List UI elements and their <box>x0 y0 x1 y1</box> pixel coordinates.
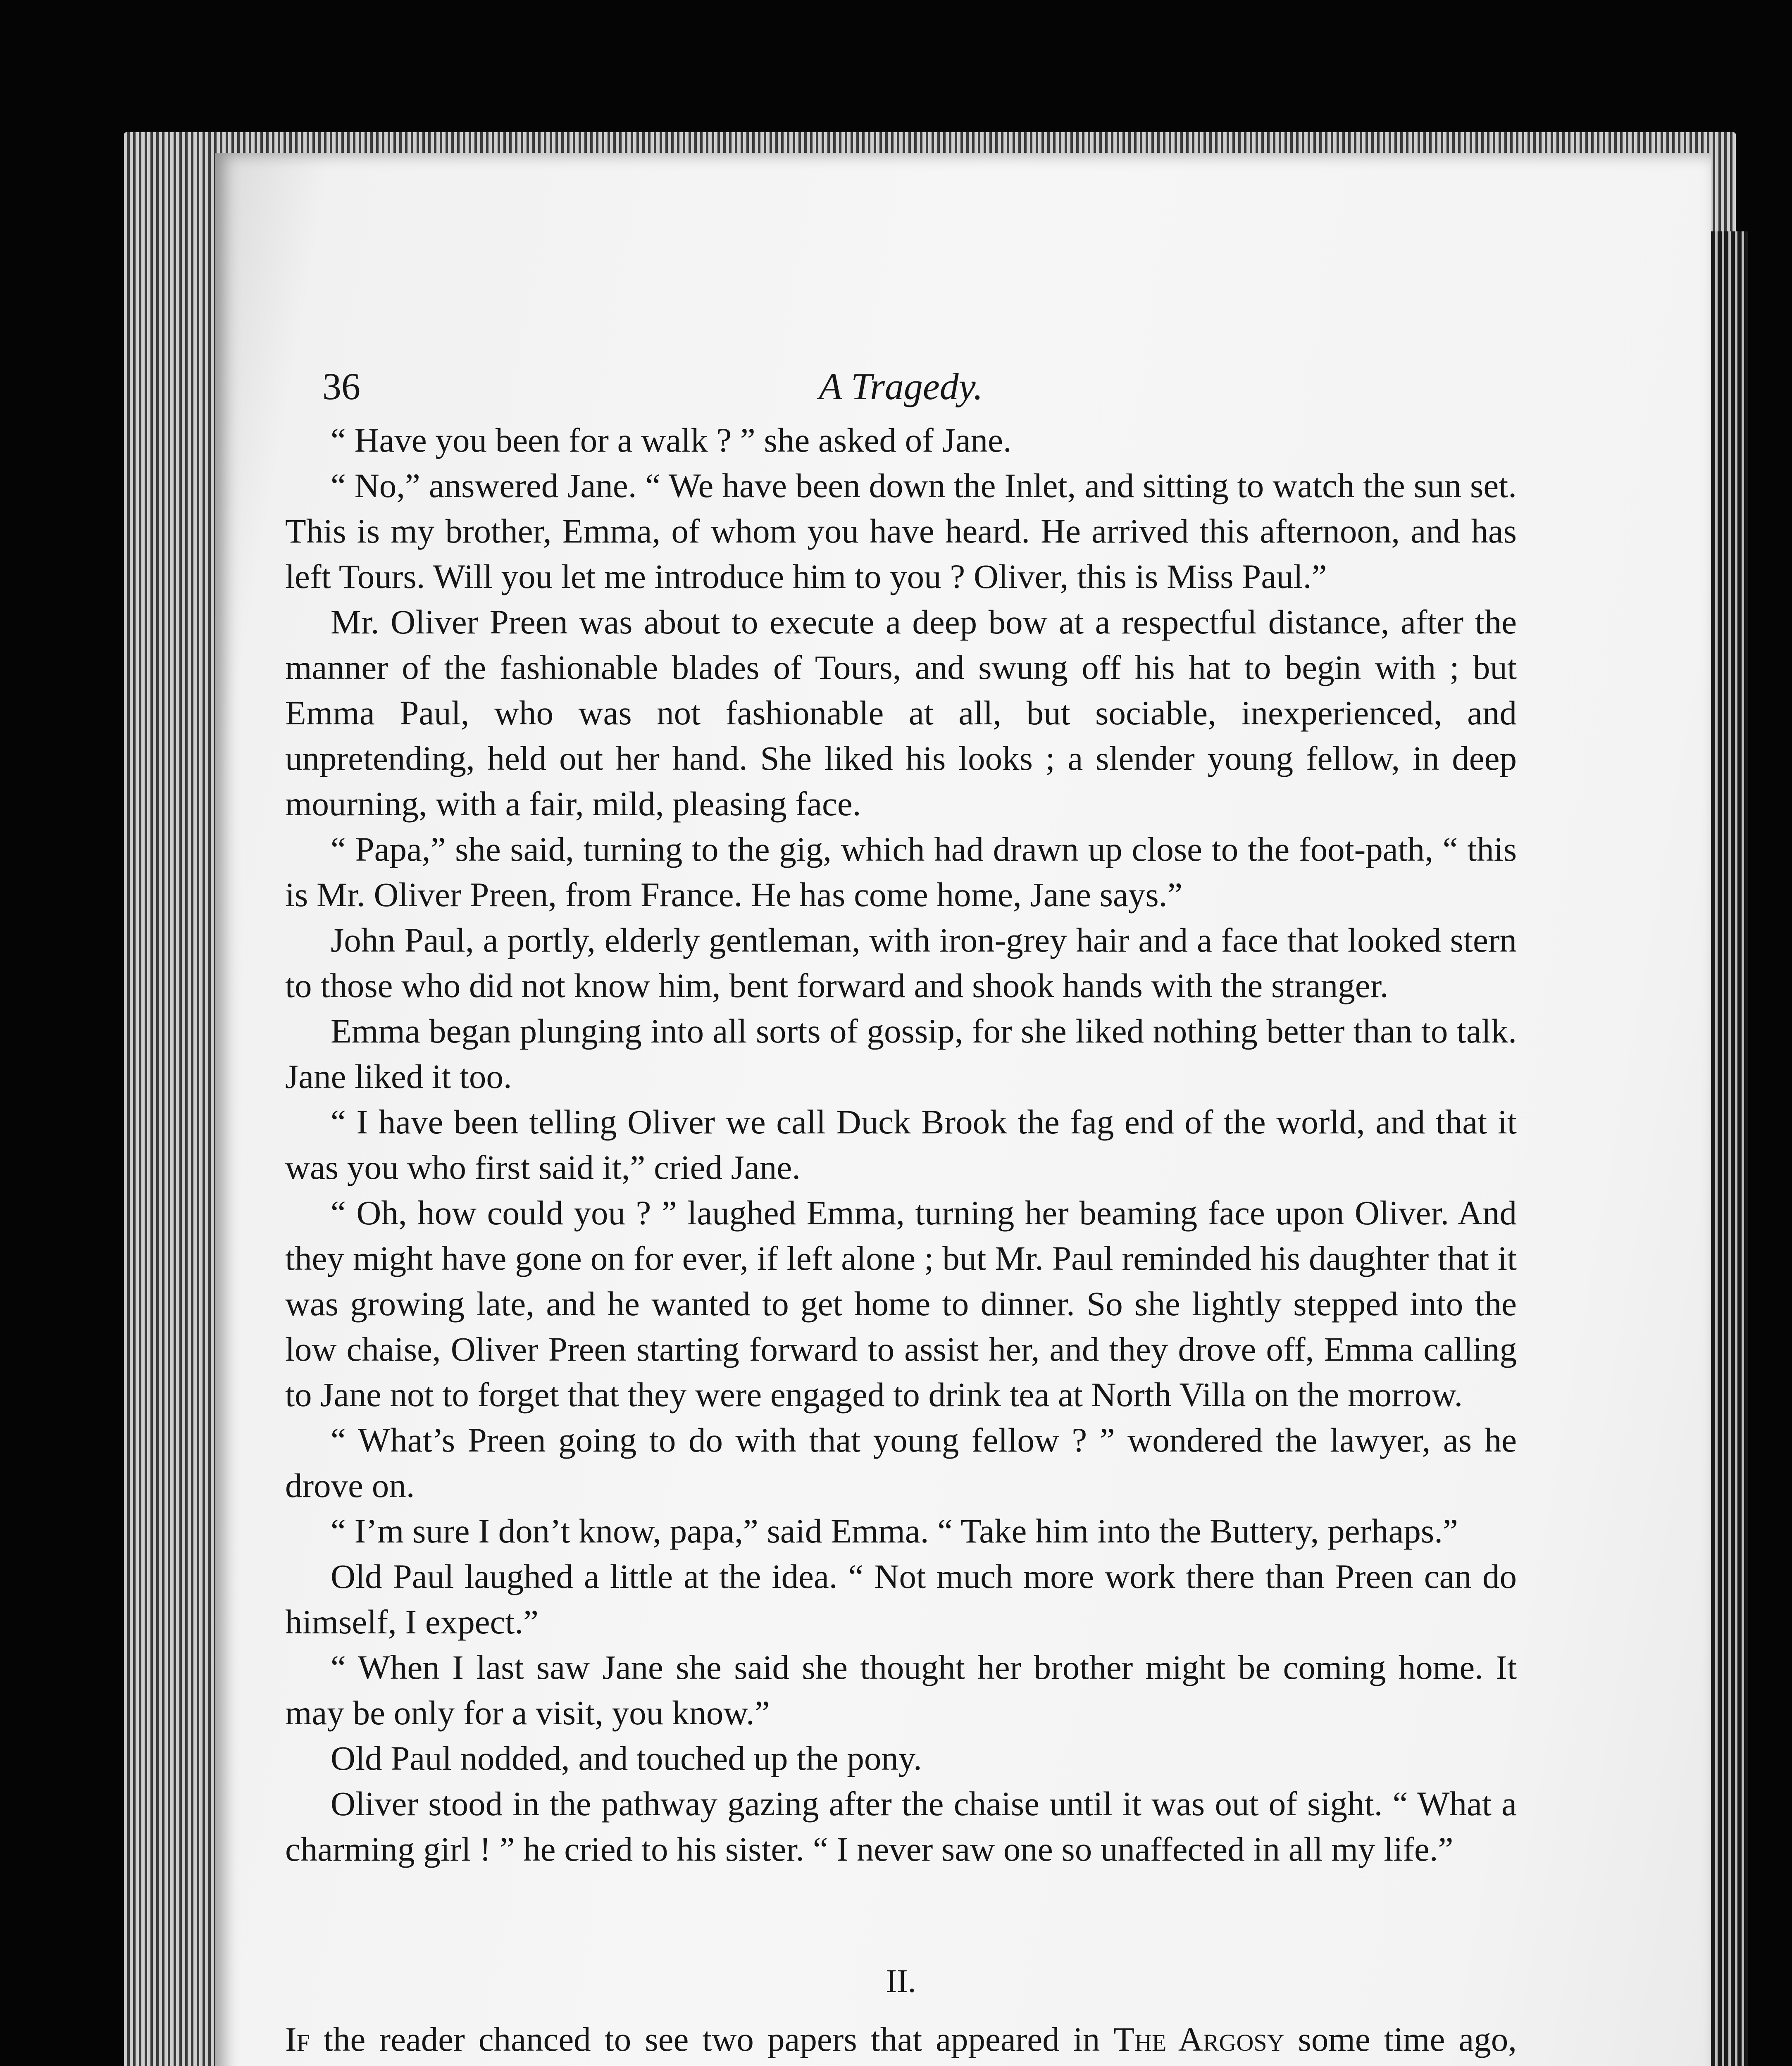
paragraph: “ I’m sure I don’t know, papa,” said Emma. “ Take him into the Buttery, perhaps.” <box>331 1512 1458 1550</box>
paragraph: “ I have been telling Oliver we call Duck Brook the fag end of the world, and that it was you who first said it,” cried Jane. <box>285 1103 1517 1186</box>
paragraph: “ No,” answered Jane. “ We have been down the Inlet, and sitting to watch the sun set. This is my brother, Emma, of whom you have heard. He arrived this afternoon, and has left Tours. Will you let me introduce him to you ? Oliver, this is Miss Paul.” <box>285 467 1517 595</box>
drop-word: If <box>285 2020 310 2058</box>
paragraph: “ Have you been for a walk ? ” she asked of Jane. <box>331 421 1012 459</box>
paragraph: “ Papa,” she said, turning to the gig, which had drawn up close to the foot-path, “ this is Mr. Oliver Preen, from France. He has come home, Jane says.” <box>285 830 1517 914</box>
paragraph: “ What’s Preen going to do with that young fellow ? ” wondered the lawyer, as he drove on. <box>285 1421 1517 1504</box>
section-2-opening-paragraph <box>285 2016 1517 2066</box>
paragraph: “ Oh, how could you ? ” laughed Emma, turning her beaming face upon Oliver. And they might have gone on for ever, if left alone ; but Mr. Paul reminded his daughter that it was growing late, and he wanted to get home to dinner. So she lightly stepped into the low chaise, Oliver Preen starting forward to assist her, and they drove off, Emma calling to Jane not to forget that they were engaged to drink tea at North Villa on the morrow. <box>285 1194 1517 1414</box>
running-head <box>285 364 1517 413</box>
paragraph: Old Paul nodded, and touched up the pony. <box>331 1739 922 1777</box>
paragraph: “ When I last saw Jane she said she thought her brother might be coming home. It may be only for a visit, you know.” <box>285 1648 1517 1732</box>
paragraph: Oliver stood in the pathway gazing after the chaise until it was out of sight. “ What a charming girl ! ” he cried to his sister. “ I never saw one so unaffected in all my life.” <box>285 1785 1517 1868</box>
section-1-body <box>285 417 1517 1872</box>
running-title: A Tragedy. <box>819 365 983 407</box>
paragraph: Emma began plunging into all sorts of gossip, for she liked nothing better than to talk. Jane liked it too. <box>285 1012 1517 1095</box>
paragraph-text: the reader chanced to see two papers that appeared in <box>310 2020 1114 2058</box>
page-edges-right <box>1711 231 1748 2066</box>
page-content <box>285 364 1517 2066</box>
paragraph: Old Paul laughed a little at the idea. “ Not much more work there than Preen can do himself, I expect.” <box>285 1557 1517 1641</box>
magazine-name: The Argosy <box>1113 2020 1284 2058</box>
page-number: 36 <box>322 365 360 407</box>
paragraph: Mr. Oliver Preen was about to execute a deep bow at a respectful distance, after the manner of the fashionable blades of Tours, and swung off his hat to begin with ; but Emma Paul, who was not fashionable at all, but sociable, inexperienced, and unpretending, held out her hand. She liked his looks ; a slender young fellow, in deep mourning, with a fair, mild, pleasing face. <box>285 603 1517 823</box>
paragraph: John Paul, a portly, elderly gentleman, with iron-grey hair and a face that looked stern to those who did not know him, bent forward and shook hands with the stranger. <box>285 921 1517 1004</box>
section-heading: II. <box>886 1963 916 1999</box>
paragraph-text: some time ago, <box>1298 2020 1517 2058</box>
